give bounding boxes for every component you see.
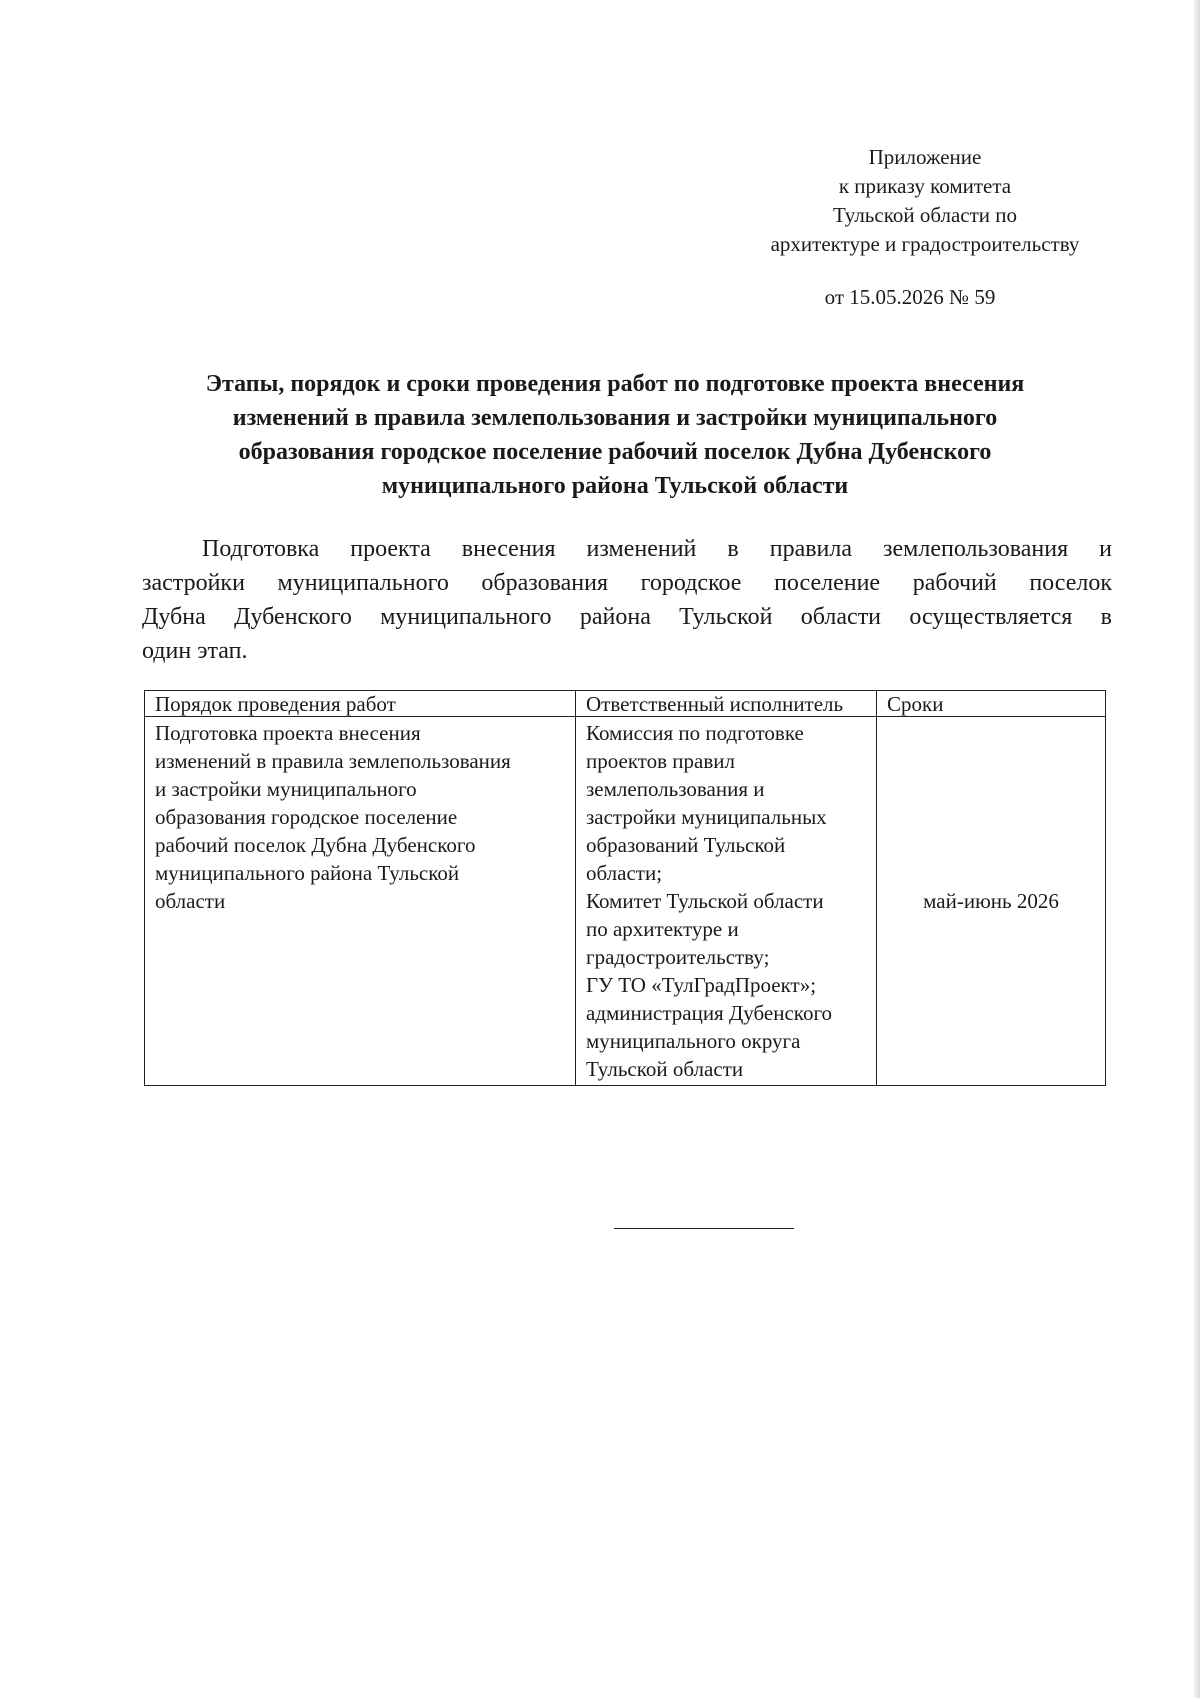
column-header-term: Сроки	[877, 691, 1106, 717]
work-line: муниципального района Тульской	[155, 861, 460, 885]
responsible-line: градостроительству;	[586, 945, 770, 969]
responsible-line: Комиссия по подготовке	[586, 721, 804, 745]
responsible-line: Комитет Тульской области	[586, 889, 824, 913]
appendix-block	[740, 143, 1110, 259]
appendix-line: Тульской области по	[832, 203, 1018, 227]
work-line: и застройки муниципального	[155, 777, 417, 801]
intro-line: застройки муниципального образования городское поселение рабочий поселок	[142, 570, 1112, 596]
term-cell: май-июнь 2026	[877, 717, 1106, 1086]
responsible-line: по архитектуре и	[586, 917, 739, 941]
column-header-work: Порядок проведения работ	[145, 691, 576, 717]
work-line: изменений в правила землепользования	[155, 749, 511, 773]
intro-line: Подготовка проекта внесения изменений в правила землепользования и	[202, 536, 1112, 562]
work-line: образования городское поселение	[155, 805, 458, 829]
end-divider	[614, 1228, 794, 1229]
scan-edge	[1194, 0, 1200, 1698]
document-title	[130, 367, 1100, 503]
intro-paragraph	[142, 532, 1112, 668]
responsible-line: Тульской области	[586, 1057, 744, 1081]
responsible-line: застройки муниципальных	[586, 805, 827, 829]
responsible-cell	[576, 717, 877, 1086]
appendix-line: к приказу комитета	[838, 174, 1012, 198]
appendix-line: Приложение	[868, 145, 982, 169]
responsible-line: области;	[586, 861, 663, 885]
responsible-line: землепользования и	[586, 777, 765, 801]
column-header-responsible: Ответственный исполнитель	[576, 691, 877, 717]
order-reference: от 15.05.2026 № 59	[824, 285, 996, 309]
work-cell	[145, 717, 576, 1086]
responsible-line: образований Тульской	[586, 833, 786, 857]
title-line: изменений в правила землепользования и застройки муниципального	[232, 405, 998, 431]
responsible-line: проектов правил	[586, 749, 735, 773]
table-row	[145, 717, 1106, 1086]
responsible-line: ГУ ТО «ТулГрадПроект»;	[586, 973, 817, 997]
responsible-line: муниципального округа	[586, 1029, 801, 1053]
work-schedule-table	[144, 690, 1106, 1086]
title-line: образования городское поселение рабочий поселок Дубна Дубенского	[238, 439, 992, 465]
intro-line: один этап.	[142, 638, 248, 664]
table-header-row	[145, 691, 1106, 717]
appendix-line: архитектуре и градостроительству	[770, 232, 1080, 256]
intro-line: Дубна Дубенского муниципального района Тульской области осуществляется в	[142, 604, 1112, 630]
work-line: Подготовка проекта внесения	[155, 721, 421, 745]
title-line: муниципального района Тульской области	[381, 473, 849, 499]
work-line: области	[155, 889, 226, 913]
responsible-line: администрация Дубенского	[586, 1001, 833, 1025]
work-line: рабочий поселок Дубна Дубенского	[155, 833, 476, 857]
title-line: Этапы, порядок и сроки проведения работ по подготовке проекта внесения	[205, 371, 1025, 397]
